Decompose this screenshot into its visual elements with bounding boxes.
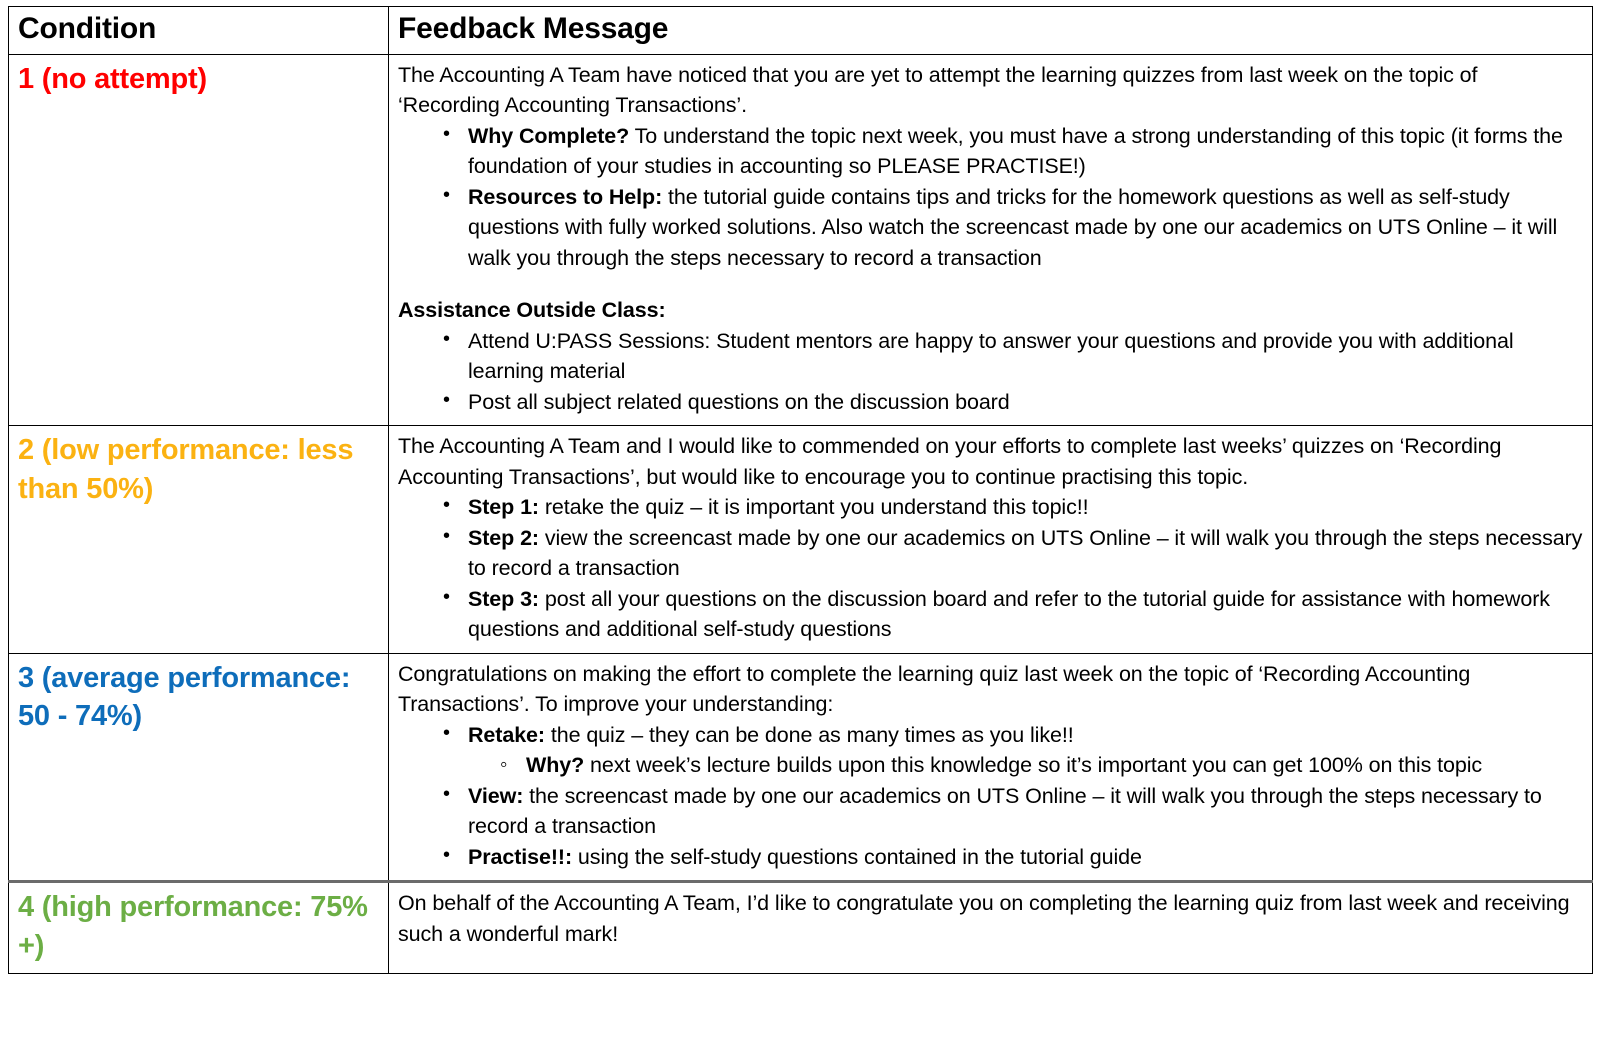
condition-label-3: 3 (average performance: 50 - 74%) — [9, 653, 389, 882]
bullet-text: Attend U:PASS Sessions: Student mentors are happy to answer your questions and provide you with additional learning material — [468, 328, 1514, 384]
list-item — [468, 182, 1583, 274]
bullet-lead: Why? — [526, 753, 585, 778]
bullet-lead: Step 1: — [468, 495, 539, 520]
bullet-list — [398, 720, 1583, 873]
bullet-lead: View: — [468, 783, 524, 808]
message-intro: On behalf of the Accounting A Team, I’d like to congratulate you on completing the learning quiz from last week and receiving such a wonderful mark! — [398, 891, 1570, 946]
feedback-message-4 — [389, 882, 1593, 974]
bullet-text: view the screencast made by one our academics on UTS Online – it will walk you through the steps necessary to record a transaction — [468, 525, 1583, 581]
list-item — [468, 523, 1583, 584]
table-row — [9, 882, 1593, 974]
message-intro: Congratulations on making the effort to complete the learning quiz last week on the topic of ‘Recording Accounting Transactions’. To improve your understanding: — [398, 661, 1471, 717]
bullet-text: post all your questions on the discussion board and refer to the tutorial guide for assistance with homework questions and additional self-study questions — [468, 586, 1550, 642]
bullet-text: the screencast made by one our academics on UTS Online – it will walk you through the steps necessary to record a transaction — [468, 783, 1542, 839]
list-item — [468, 121, 1583, 182]
condition-label-4: 4 (high performance: 75% +) — [9, 882, 389, 974]
bullet-text: retake the quiz – it is important you understand this topic!! — [538, 495, 1089, 520]
bullet-text: Post all subject related questions on the discussion board — [468, 389, 1010, 414]
message-intro: The Accounting A Team have noticed that you are yet to attempt the learning quizzes from last week on the topic of ‘Recording Accounting Transactions’. — [398, 62, 1478, 118]
bullet-lead: Step 2: — [468, 525, 539, 550]
message-subheading — [398, 295, 1583, 326]
nested-bullet-list — [468, 750, 1583, 781]
subheading-text: Assistance Outside Class: — [398, 298, 666, 323]
list-item — [468, 326, 1583, 387]
feedback-table-container — [8, 6, 1592, 974]
condition-label-2: 2 (low performance: less than 50%) — [9, 426, 389, 654]
list-item — [468, 781, 1583, 842]
bullet-text: To understand the topic next week, you must have a strong understanding of this topic (it forms the foundation of your studies in accounting so PLEASE PRACTISE!) — [468, 123, 1563, 179]
bullet-list — [398, 121, 1583, 274]
feedback-message-3 — [389, 653, 1593, 882]
header-feedback-message: Feedback Message — [389, 7, 1593, 55]
bullet-text: using the self-study questions contained in the tutorial guide — [572, 844, 1142, 869]
table-row — [9, 54, 1593, 426]
list-item — [468, 492, 1583, 523]
bullet-text: the tutorial guide contains tips and tricks for the homework questions as well as self-study questions with fully worked solutions. Also watch the screencast made by one our academics on UTS Online – it will walk you through the steps necessary to record a transaction — [468, 184, 1558, 270]
feedback-message-1 — [389, 54, 1593, 426]
bullet-lead: Practise!!: — [468, 844, 573, 869]
sub-bullet-list — [398, 326, 1583, 418]
feedback-message-2 — [389, 426, 1593, 654]
table-header-row — [9, 7, 1593, 55]
table-row — [9, 653, 1593, 882]
header-condition: Condition — [9, 7, 389, 55]
bullet-lead: Retake: — [468, 722, 545, 747]
bullet-text: the quiz – they can be done as many times as you like!! — [544, 722, 1074, 747]
bullet-lead: Resources to Help: — [468, 184, 663, 209]
condition-feedback-table — [8, 6, 1593, 974]
bullet-text: next week’s lecture builds upon this knowledge so it’s important you can get 100% on this topic — [584, 753, 1483, 778]
message-intro: The Accounting A Team and I would like to commended on your efforts to complete last weeks’ quizzes on ‘Recording Accounting Transactions’, but would like to encourage you to continue practising this topic. — [398, 434, 1502, 489]
list-item — [468, 584, 1583, 645]
bullet-lead: Step 3: — [468, 586, 539, 611]
list-item — [526, 750, 1583, 781]
bullet-list — [398, 492, 1583, 645]
list-item — [468, 720, 1583, 781]
list-item — [468, 387, 1583, 418]
condition-label-1: 1 (no attempt) — [9, 54, 389, 426]
list-item — [468, 842, 1583, 873]
table-row — [9, 426, 1593, 654]
bullet-lead: Why Complete? — [468, 123, 630, 148]
